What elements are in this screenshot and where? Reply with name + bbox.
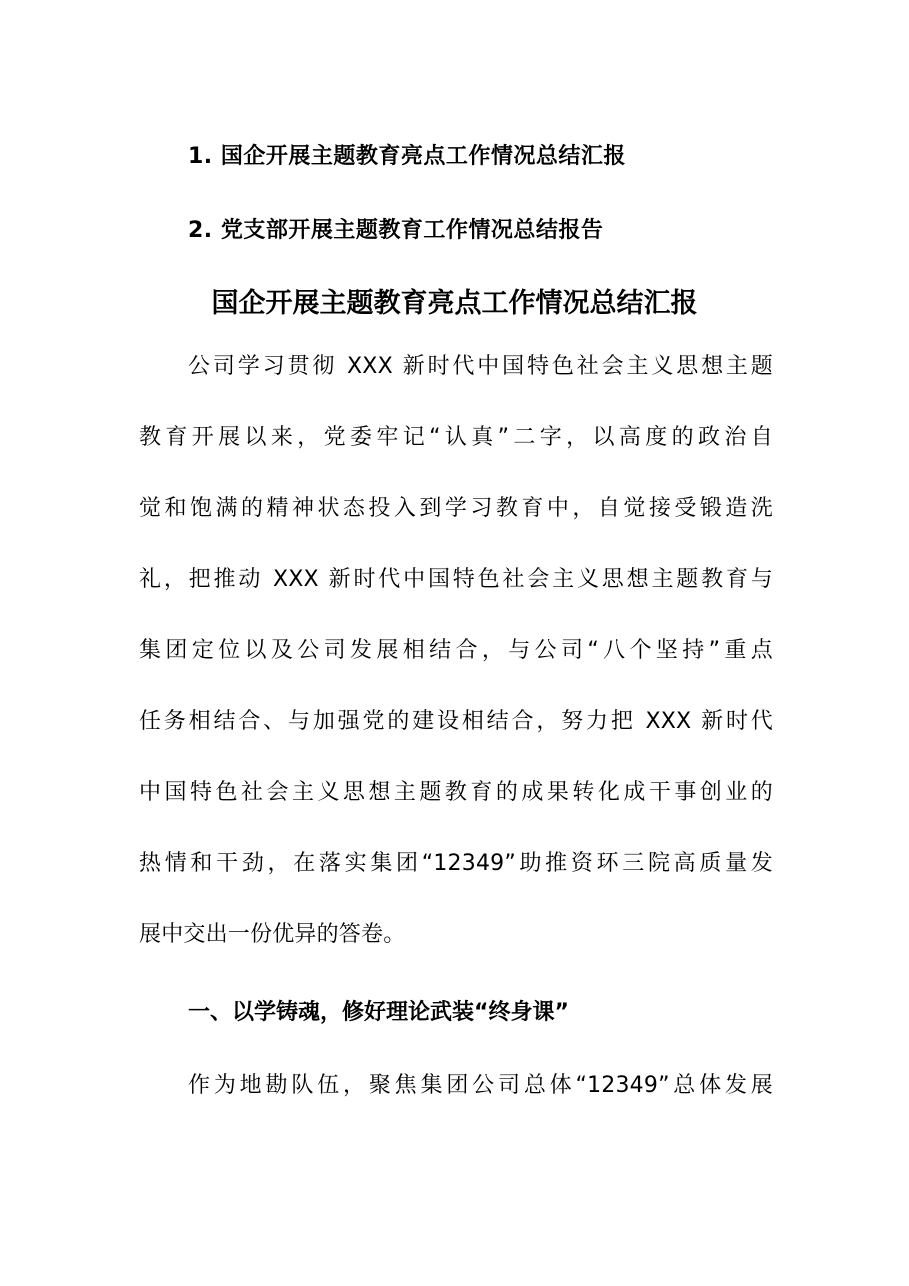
paragraph-intro xyxy=(139,331,773,970)
paragraph-line: 中国特色社会主义思想主题教育的成果转化成干事创业的 xyxy=(139,780,773,805)
paragraph-line: 任务相结合、与加强党的建设相结合，努力把 XXX 新时代 xyxy=(139,709,773,734)
paragraph-line: 教育开展以来，党委牢记“认真”二字，以高度的政治自 xyxy=(139,425,773,450)
document-title: 国企开展主题教育亮点工作情况总结汇报 xyxy=(211,288,698,319)
paragraph-line: 作为地勘队伍，聚焦集团公司总体“12349”总体发展 xyxy=(188,1073,773,1098)
paragraph-section-1 xyxy=(139,1050,773,1121)
toc-item-1[interactable]: 1. 国企开展主题教育亮点工作情况总结汇报 xyxy=(188,144,626,169)
toc-item-2[interactable]: 2. 党支部开展主题教育工作情况总结报告 xyxy=(188,218,604,243)
section-heading-1: 一、以学铸魂，修好理论武装“终身课” xyxy=(188,1000,569,1025)
paragraph-line: 礼，把推动 XXX 新时代中国特色社会主义思想主题教育与 xyxy=(139,567,773,592)
paragraph-line: 觉和饱满的精神状态投入到学习教育中，自觉接受锻造洗 xyxy=(139,496,773,521)
paragraph-line: 公司学习贯彻 XXX 新时代中国特色社会主义思想主题 xyxy=(188,354,773,379)
paragraph-line: 集团定位以及公司发展相结合，与公司“八个坚持”重点 xyxy=(139,638,773,663)
paragraph-line: 热情和干劲，在落实集团“12349”助推资环三院高质量发 xyxy=(139,851,773,876)
paragraph-line: 展中交出一份优异的答卷。 xyxy=(139,922,406,947)
